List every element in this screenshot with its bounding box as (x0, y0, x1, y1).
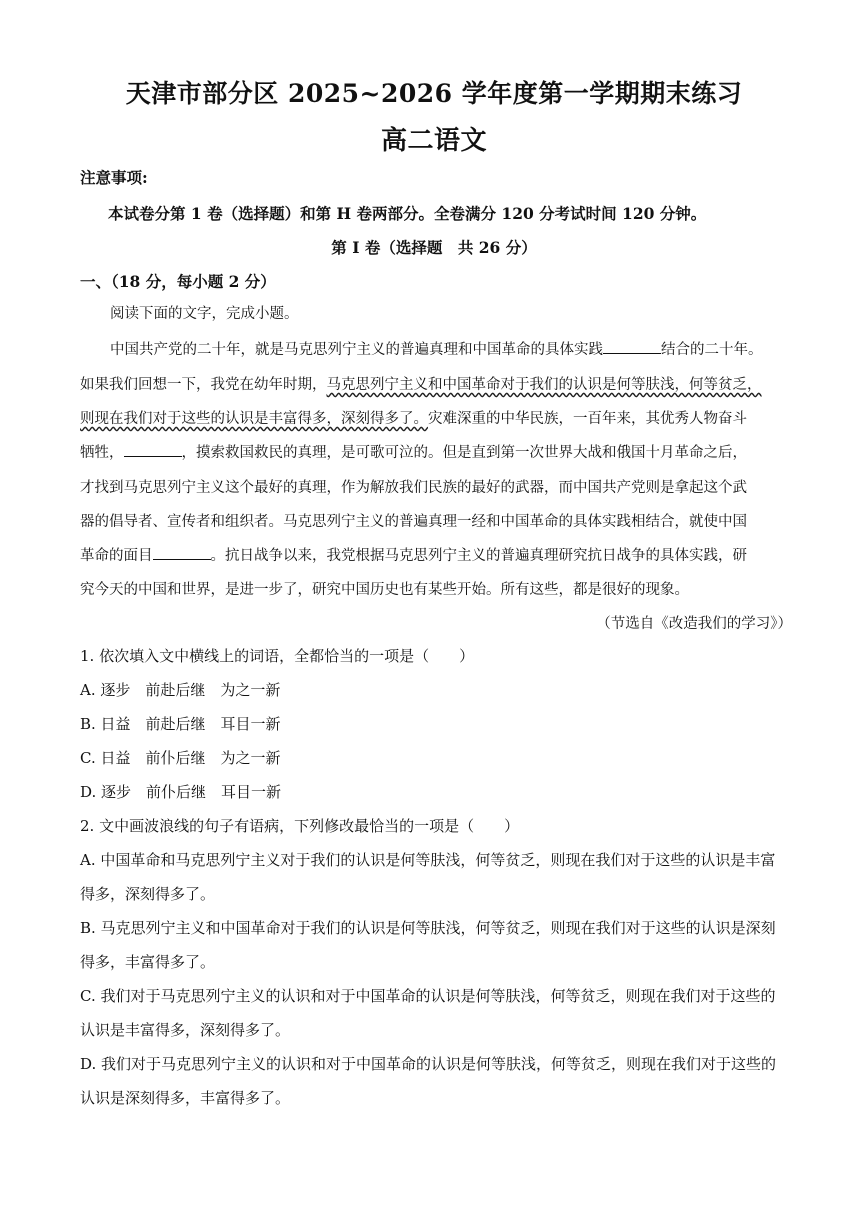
wavy-underlined-sentence: 则现在我们对于这些的认识是丰富得多，深刻得多了。 (80, 411, 428, 427)
passage-text: ，摸索救国救民的真理，是可歌可泣的。但是直到第一次世界大战和俄国十月革命之后， (181, 445, 747, 461)
subject-title: 高二语文 (380, 126, 487, 156)
question-2-option-a-line-2[interactable]: 得多，深刻得多了。 (80, 885, 216, 903)
section-heading: 第 I 卷（选择题 共 26 分） (331, 238, 537, 257)
passage-line-3 (80, 407, 792, 428)
question-1-option-a[interactable]: A. 逐步 前赴后继 为之一新 (80, 681, 281, 699)
reading-instruction: 阅读下面的文字，完成小题。 (110, 306, 299, 322)
question-2-stem: 2. 文中画波浪线的句子有语病，下列修改最恰当的一项是（ ） (80, 817, 520, 835)
blank-1 (603, 341, 661, 354)
question-2-option-b-line-2[interactable]: 得多，丰富得多了。 (80, 953, 216, 971)
passage-text: 灾难深重的中华民族，一百年来，其优秀人物奋斗 (428, 411, 747, 427)
question-2-option-d-line-2[interactable]: 认识是深刻得多，丰富得多了。 (80, 1089, 291, 1107)
question-2-option-a-line-1[interactable]: A. 中国革命和马克思列宁主义对于我们的认识是何等肤浅，何等贫乏，则现在我们对于这些的认识是丰富 (80, 851, 776, 869)
question-2-option-d-line-1[interactable]: D. 我们对于马克思列宁主义的认识和对于中国革命的认识是何等肤浅，何等贫乏，则现在我们对于这些的 (80, 1055, 777, 1073)
question-1-stem: 1. 依次填入文中横线上的词语，全都恰当的一项是（ ） (80, 647, 475, 665)
question-1-option-c[interactable]: C. 日益 前仆后继 为之一新 (80, 749, 281, 767)
passage-line-4 (80, 441, 792, 462)
exam-title: 天津市部分区 2025~2026 学年度第一学期期末练习 (125, 79, 743, 108)
part-one-heading: 一、（18 分，每小题 2 分） (80, 272, 276, 291)
question-2-option-c-line-1[interactable]: C. 我们对于马克思列宁主义的认识和对于中国革命的认识是何等肤浅，何等贫乏，则现在我们对于这些的 (80, 987, 776, 1005)
blank-3 (153, 547, 211, 560)
blank-2 (124, 444, 182, 457)
question-2-option-c-line-2[interactable]: 认识是丰富得多，深刻得多了。 (80, 1021, 291, 1039)
notice-label: 注意事项: (80, 168, 148, 187)
wavy-underlined-sentence: 马克思列宁主义和中国革命对于我们的认识是何等肤浅，何等贫乏， (326, 377, 762, 393)
passage-text: 结合的二十年。 (661, 342, 763, 358)
passage-text: 如果我们回想一下，我党在幼年时期， (80, 377, 327, 393)
passage-source: （节选自《改造我们的学习》） (596, 616, 792, 632)
passage-text: 牺牲， (80, 445, 124, 461)
passage-text: 革命的面目 (80, 548, 153, 564)
notice-text: 本试卷分第 1 卷（选择题）和第 H 卷两部分。全卷满分 120 分考试时间 120 分钟。 (108, 204, 707, 223)
question-1-option-b[interactable]: B. 日益 前赴后继 耳目一新 (80, 715, 281, 733)
passage-line-6: 器的倡导者、宣传者和组织者。马克思列宁主义的普遍真理一经和中国革命的具体实践相结合，就使中国 (80, 514, 747, 530)
passage-text: 中国共产党的二十年，就是马克思列宁主义的普遍真理和中国革命的具体实践 (110, 342, 603, 358)
passage-line-5: 才找到马克思列宁主义这个最好的真理，作为解放我们民族的最好的武器，而中国共产党则是拿起这个武 (80, 480, 747, 496)
passage-line-7 (80, 544, 792, 565)
passage-text: 。抗日战争以来，我党根据马克思列宁主义的普遍真理研究抗日战争的具体实践，研 (210, 548, 747, 564)
passage-line-8: 究今天的中国和世界，是进一步了，研究中国历史也有某些开始。所有这些，都是很好的现象。 (80, 582, 689, 598)
question-2-option-b-line-1[interactable]: B. 马克思列宁主义和中国革命对于我们的认识是何等肤浅，何等贫乏，则现在我们对于这些的认识是深刻 (80, 919, 776, 937)
passage-line-2 (80, 373, 792, 394)
passage-line-1 (110, 338, 792, 359)
question-1-option-d[interactable]: D. 逐步 前仆后继 耳目一新 (80, 783, 282, 801)
